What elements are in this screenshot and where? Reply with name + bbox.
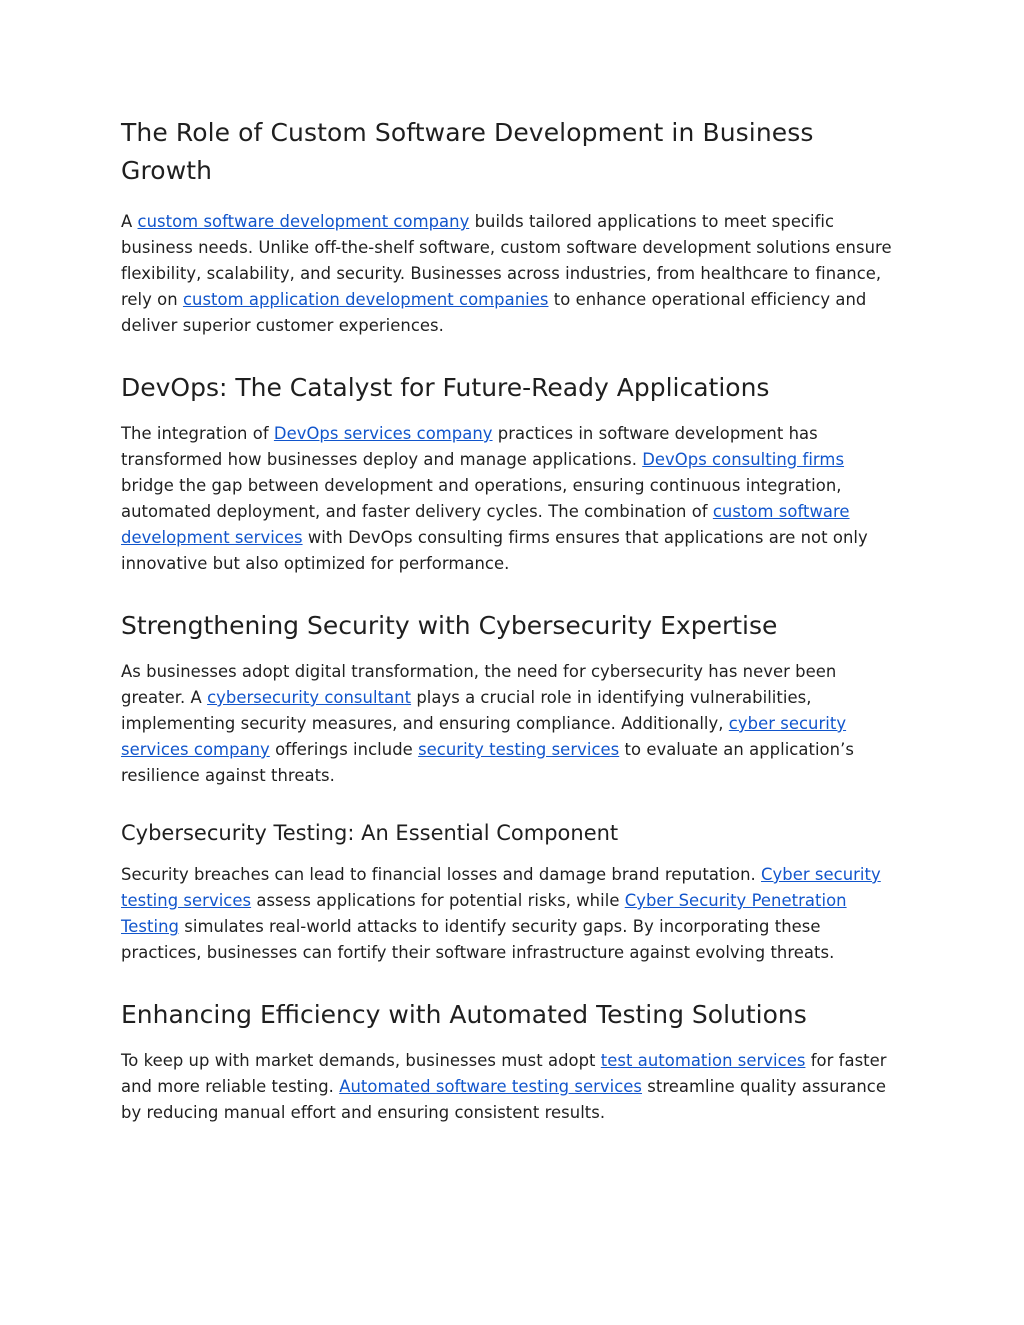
paragraph-cybersecurity-testing (121, 862, 901, 966)
text-run: with DevOps consulting firms ensures that applications are not only innovative but also optimized for performance. (121, 528, 868, 573)
section-heading-security: Strengthening Security with Cybersecurity Expertise (121, 611, 778, 640)
link-security-testing-services[interactable]: security testing services (418, 740, 620, 759)
text-run: to evaluate an application’s resilience against threats. (121, 740, 854, 785)
text-run: offerings include (269, 740, 419, 759)
section-heading-devops: DevOps: The Catalyst for Future-Ready Applications (121, 373, 770, 402)
section-heading-automated-testing: Enhancing Efficiency with Automated Testing Solutions (121, 1000, 807, 1029)
paragraph-automated-testing (121, 1048, 901, 1126)
text-run: bridge the gap between development and operations, ensuring continuous integration, automated deployment, and faster delivery cycles. The combination of (121, 476, 842, 521)
paragraph-custom-software (121, 209, 901, 339)
section-heading-cybersecurity-testing: Cybersecurity Testing: An Essential Component (121, 821, 619, 845)
text-run: Security breaches can lead to financial losses and damage brand reputation. (121, 865, 762, 884)
link-cyber-security-services-company[interactable]: cyber security services company (121, 714, 847, 759)
paragraph-security (121, 659, 901, 789)
text-run: To keep up with market demands, businesses must adopt (121, 1051, 601, 1070)
link-automated-software-testing-services[interactable]: Automated software testing services (339, 1077, 643, 1096)
link-cyber-security-penetration-testing[interactable]: Cyber Security Penetration Testing (121, 891, 847, 936)
link-cyber-security-testing-services[interactable]: Cyber security testing services (121, 865, 881, 910)
paragraph-devops (121, 421, 901, 577)
text-run: The integration of (121, 424, 274, 443)
link-cybersecurity-consultant[interactable]: cybersecurity consultant (207, 688, 412, 707)
text-run: simulates real-world attacks to identify security gaps. By incorporating these practices, businesses can fortify their software infrastructure against evolving threats. (121, 917, 835, 962)
link-devops-services-company[interactable]: DevOps services company (273, 424, 493, 443)
text-run: streamline quality assurance by reducing manual effort and ensuring consistent results. (121, 1077, 886, 1122)
text-run: assess applications for potential risks, while (251, 891, 625, 910)
link-custom-application-development-companies[interactable]: custom application development companies (182, 290, 549, 309)
text-run: for faster and more reliable testing. (121, 1051, 887, 1096)
link-custom-software-development-company[interactable]: custom software development company (137, 212, 470, 231)
text-run: plays a crucial role in identifying vulnerabilities, implementing security measures, and ensuring compliance. Additionally, (121, 688, 812, 733)
text-run: practices in software development has transformed how businesses deploy and manage applications. (121, 424, 818, 469)
text-run: builds tailored applications to meet specific business needs. Unlike off-the-shelf software, custom software development solutions ensure flexibility, scalability, and security. Businesses across industries, from healthcare to finance, rely on (121, 212, 892, 309)
text-run: As businesses adopt digital transformation, the need for cybersecurity has never been greater. A (121, 662, 837, 707)
link-test-automation-services[interactable]: test automation services (600, 1051, 806, 1070)
document-body (121, 114, 901, 1126)
link-devops-consulting-firms[interactable]: DevOps consulting firms (642, 450, 845, 469)
text-run: to enhance operational efficiency and deliver superior customer experiences. (121, 290, 867, 335)
text-run: A (121, 212, 138, 231)
link-custom-software-development-services[interactable]: custom software development services (121, 502, 850, 547)
section-heading-custom-software: The Role of Custom Software Development in Business Growth (121, 118, 814, 185)
